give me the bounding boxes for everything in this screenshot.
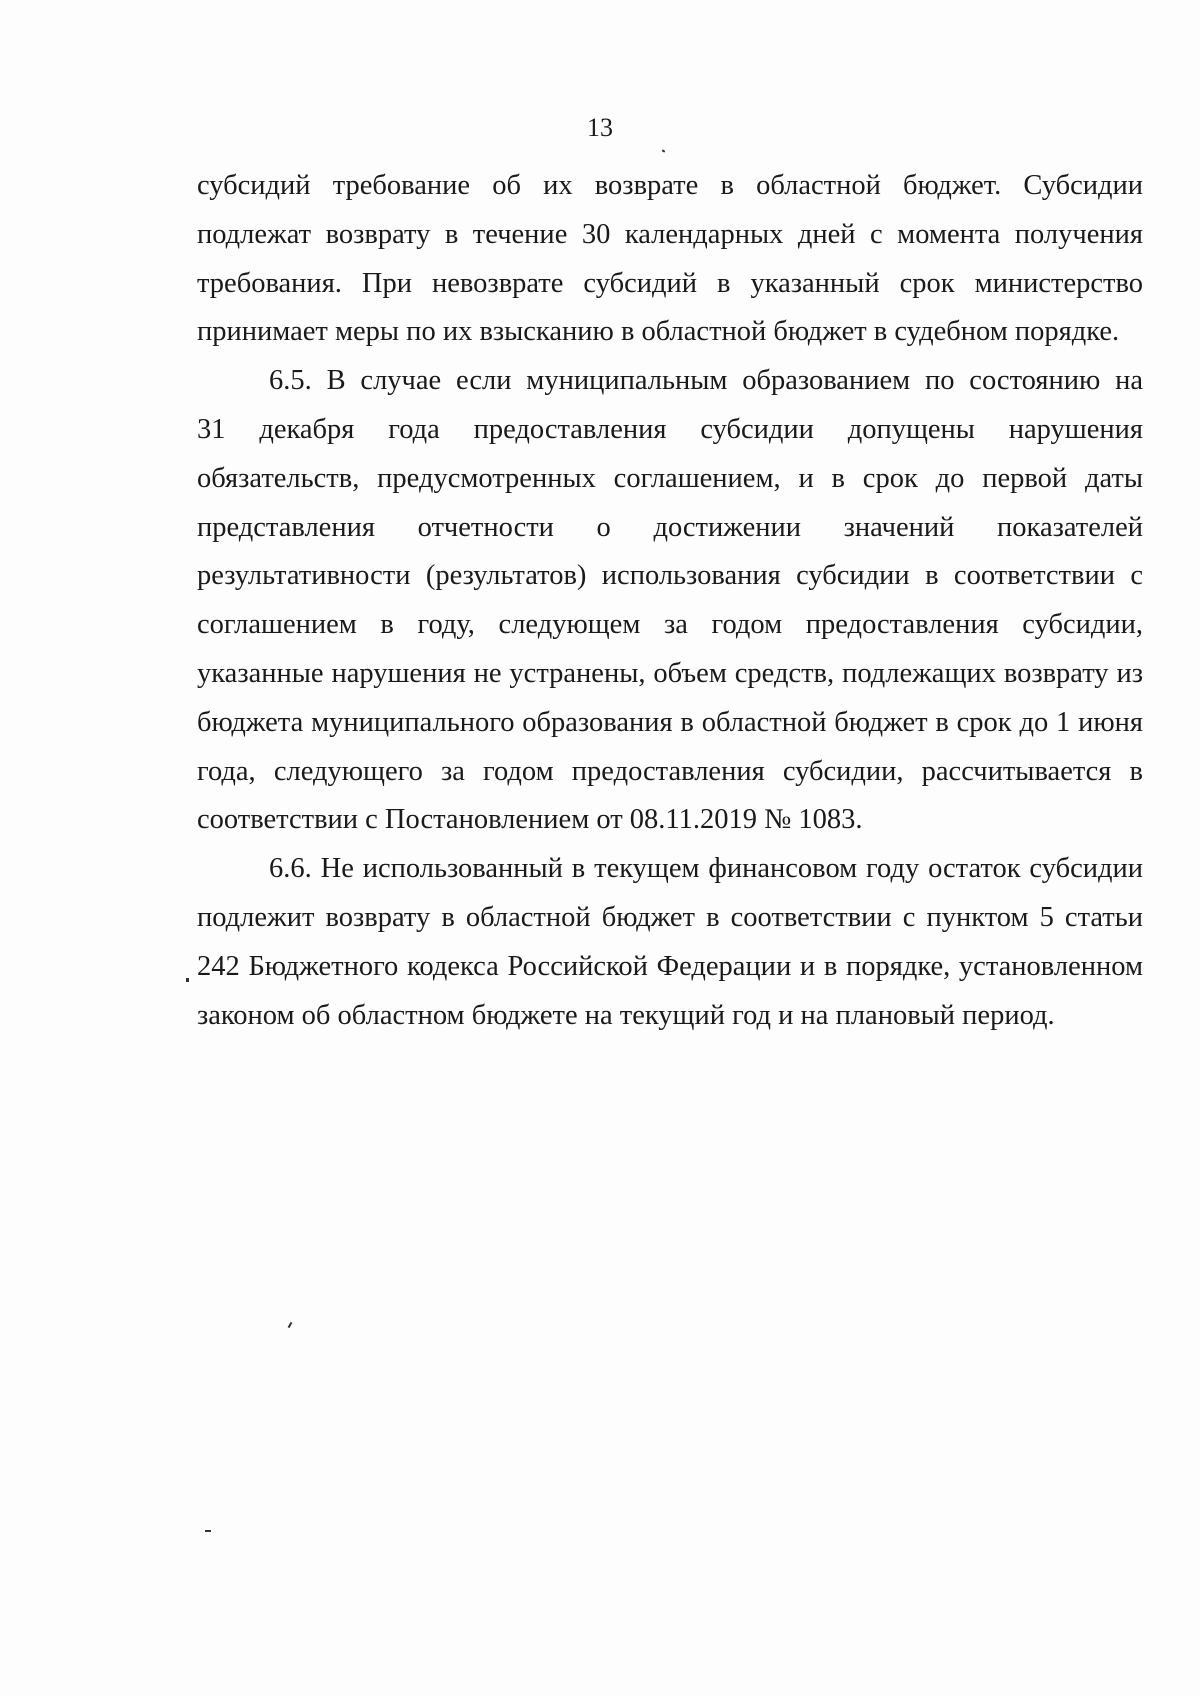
text-line: года, следующего за годом предоставления субсидии, рассчитывается в xyxy=(197,755,1143,787)
text-line: представления отчетности о достижении значений показателей xyxy=(197,511,1143,543)
text-line: соответствии с Постановлением от 08.11.2019 № 1083. xyxy=(197,804,863,836)
text-line: обязательств, предусмотренных соглашением, и в срок до первой даты xyxy=(197,462,1143,494)
page-number: 13 xyxy=(587,113,613,142)
text-line: соглашением в году, следующем за годом предоставления субсидии, xyxy=(197,609,1143,641)
text-line: результативности (результатов) использования субсидии в соответствии с xyxy=(197,560,1143,592)
text-line: законом об областном бюджете на текущий год и на плановый период. xyxy=(197,999,1055,1031)
paragraph-continuation xyxy=(197,162,1143,357)
text-line: принимает меры по их взысканию в областной бюджет в судебном порядке. xyxy=(197,316,1120,348)
text-line: подлежит возврату в областной бюджет в соответствии с пунктом 5 статьи xyxy=(197,901,1143,933)
text-line: указанные нарушения не устранены, объем средств, подлежащих возврату из xyxy=(197,657,1143,689)
document-body xyxy=(197,162,1143,1040)
scan-speck xyxy=(205,1530,211,1532)
text-line: требования. При невозврате субсидий в указанный срок министерство xyxy=(197,267,1143,299)
paragraph-6-5 xyxy=(197,357,1143,845)
scan-speck xyxy=(186,978,189,982)
text-line: 6.6. Не использованный в текущем финансовом году остаток субсидии xyxy=(269,853,1143,885)
scan-speck xyxy=(288,1322,293,1328)
scan-speck xyxy=(662,149,666,152)
text-line: 242 Бюджетного кодекса Российской Федерации и в порядке, установленном xyxy=(197,950,1143,982)
text-line: подлежат возврату в течение 30 календарных дней с момента получения xyxy=(197,218,1143,250)
text-line: бюджета муниципального образования в областной бюджет в срок до 1 июня xyxy=(197,706,1143,738)
text-line: 31 декабря года предоставления субсидии допущены нарушения xyxy=(197,413,1143,445)
text-line: 6.5. В случае если муниципальным образованием по состоянию на xyxy=(269,365,1143,397)
text-line: субсидий требование об их возврате в областной бюджет. Субсидии xyxy=(197,170,1143,201)
paragraph-6-6 xyxy=(197,845,1143,1040)
